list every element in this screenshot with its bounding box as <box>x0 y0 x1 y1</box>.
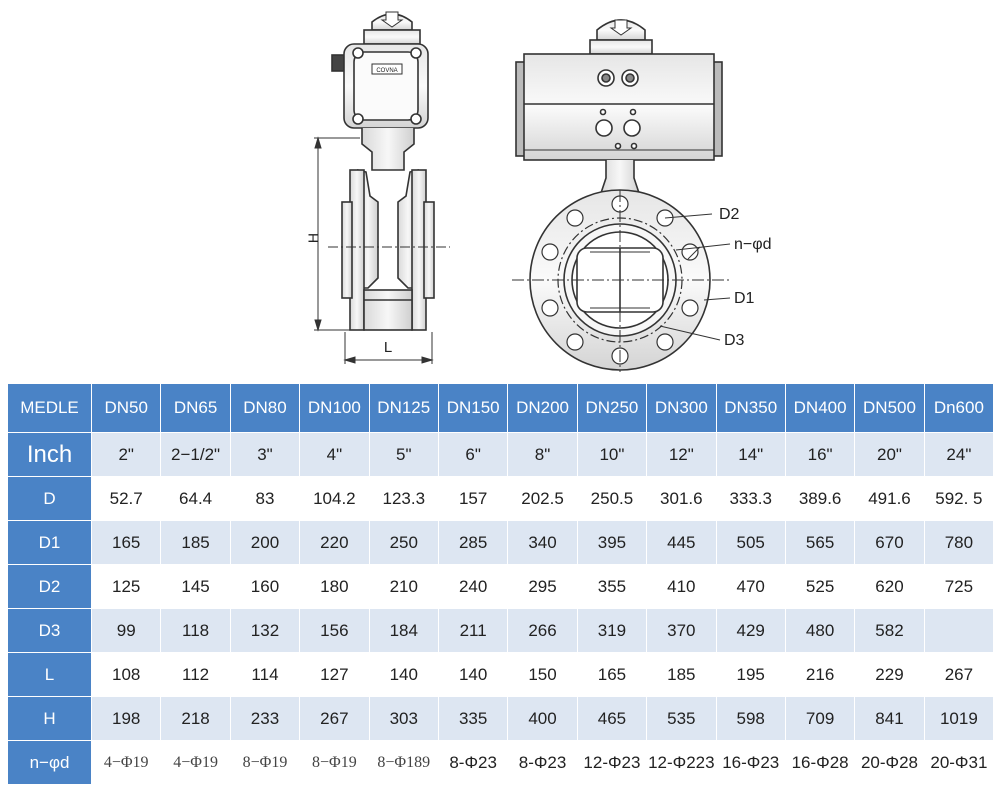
table-cell: 370 <box>647 609 716 653</box>
table-cell: 670 <box>855 521 924 565</box>
table-row <box>8 697 994 741</box>
position-indicator-icon <box>364 12 420 44</box>
table-row <box>8 609 994 653</box>
table-cell: 202.5 <box>508 477 577 521</box>
table-cell: 156 <box>300 609 369 653</box>
header-cell: DN200 <box>508 384 577 433</box>
table-cell: 470 <box>716 565 785 609</box>
front-indicator-icon <box>590 20 652 54</box>
table-row <box>8 565 994 609</box>
callout-d3: D3 <box>724 332 745 349</box>
table-cell: 157 <box>438 477 507 521</box>
header-cell: DN500 <box>855 384 924 433</box>
table-cell: 3" <box>230 433 299 477</box>
table-row <box>8 433 994 477</box>
table-cell: 2" <box>92 433 161 477</box>
table-row <box>8 521 994 565</box>
table-cell: 266 <box>508 609 577 653</box>
table-cell: 620 <box>855 565 924 609</box>
row-label: D3 <box>8 609 92 653</box>
table-cell: 480 <box>785 609 854 653</box>
table-cell: 140 <box>369 653 438 697</box>
table-cell: 20-Φ28 <box>855 741 924 785</box>
table-cell: 118 <box>161 609 230 653</box>
table-cell: 400 <box>508 697 577 741</box>
table-cell: 140 <box>438 653 507 697</box>
header-cell: DN65 <box>161 384 230 433</box>
table-cell: 12-Φ23 <box>577 741 646 785</box>
table-cell: 211 <box>438 609 507 653</box>
table-cell: 565 <box>785 521 854 565</box>
side-view <box>305 12 450 364</box>
table-cell: 112 <box>161 653 230 697</box>
table-cell: 233 <box>230 697 299 741</box>
table-cell: 335 <box>438 697 507 741</box>
row-label: L <box>8 653 92 697</box>
table-cell: 303 <box>369 697 438 741</box>
table-cell: 200 <box>230 521 299 565</box>
actuator-badge: COVNA <box>376 68 398 74</box>
header-cell: DN250 <box>577 384 646 433</box>
table-cell: 285 <box>438 521 507 565</box>
table-cell: 83 <box>230 477 299 521</box>
table-cell: 429 <box>716 609 785 653</box>
table-cell: 582 <box>855 609 924 653</box>
valve-body-side <box>342 170 434 330</box>
table-cell: 1019 <box>924 697 993 741</box>
table-cell: 250 <box>369 521 438 565</box>
table-cell: 20" <box>855 433 924 477</box>
callout-d2: D2 <box>719 206 740 223</box>
table-cell: 195 <box>716 653 785 697</box>
row-label: n−φd <box>8 741 92 785</box>
table-cell: 491.6 <box>855 477 924 521</box>
table-cell: 389.6 <box>785 477 854 521</box>
table-cell: 301.6 <box>647 477 716 521</box>
table-cell: 16-Φ23 <box>716 741 785 785</box>
table-cell: 165 <box>92 521 161 565</box>
header-cell: DN350 <box>716 384 785 433</box>
table-cell: 180 <box>300 565 369 609</box>
dim-h-label: H <box>305 232 321 244</box>
table-cell: 8−Φ19 <box>300 741 369 785</box>
row-label: H <box>8 697 92 741</box>
header-cell: DN100 <box>300 384 369 433</box>
front-view <box>512 20 730 372</box>
header-cell: DN150 <box>438 384 507 433</box>
header-cell: Dn600 <box>924 384 993 433</box>
table-row <box>8 653 994 697</box>
table-cell: 10" <box>577 433 646 477</box>
table-cell: 333.3 <box>716 477 785 521</box>
table-cell: 5" <box>369 433 438 477</box>
table-cell: 24" <box>924 433 993 477</box>
table-header-row <box>8 384 994 433</box>
header-cell: DN300 <box>647 384 716 433</box>
table-cell: 8" <box>508 433 577 477</box>
table-cell: 780 <box>924 521 993 565</box>
table-cell: 185 <box>161 521 230 565</box>
row-label: D2 <box>8 565 92 609</box>
table-cell: 240 <box>438 565 507 609</box>
table-cell: 525 <box>785 565 854 609</box>
header-cell: DN50 <box>92 384 161 433</box>
table-cell: 295 <box>508 565 577 609</box>
table-cell: 267 <box>924 653 993 697</box>
table-cell: 598 <box>716 697 785 741</box>
table-cell: 16-Φ28 <box>785 741 854 785</box>
table-cell: 132 <box>230 609 299 653</box>
table-cell: 104.2 <box>300 477 369 521</box>
table-cell: 160 <box>230 565 299 609</box>
table-cell: 165 <box>577 653 646 697</box>
table-cell: 709 <box>785 697 854 741</box>
table-cell: 445 <box>647 521 716 565</box>
table-cell: 210 <box>369 565 438 609</box>
table-cell: 4" <box>300 433 369 477</box>
table-cell: 8−Φ19 <box>230 741 299 785</box>
table-cell: 410 <box>647 565 716 609</box>
dim-l-label: L <box>383 339 393 356</box>
table-cell: 64.4 <box>161 477 230 521</box>
header-cell: DN400 <box>785 384 854 433</box>
table-cell: 4−Φ19 <box>161 741 230 785</box>
table-cell: 6" <box>438 433 507 477</box>
table-cell: 12" <box>647 433 716 477</box>
callout-n-phi-d: n−φd <box>734 236 772 253</box>
table-cell: 12-Φ223 <box>647 741 716 785</box>
table-cell: 340 <box>508 521 577 565</box>
table-cell: 4−Φ19 <box>92 741 161 785</box>
header-cell: DN80 <box>230 384 299 433</box>
table-cell: 52.7 <box>92 477 161 521</box>
table-cell: 841 <box>855 697 924 741</box>
table-row <box>8 477 994 521</box>
header-cell: MEDLE <box>8 384 92 433</box>
table-cell: 267 <box>300 697 369 741</box>
table-cell: 150 <box>508 653 577 697</box>
table-cell: 218 <box>161 697 230 741</box>
table-cell: 125 <box>92 565 161 609</box>
row-label: D <box>8 477 92 521</box>
table-cell: 99 <box>92 609 161 653</box>
table-cell: 20-Φ31 <box>924 741 993 785</box>
table-cell: 123.3 <box>369 477 438 521</box>
table-cell: 8−Φ189 <box>369 741 438 785</box>
table-cell: 220 <box>300 521 369 565</box>
table-cell: 14" <box>716 433 785 477</box>
table-cell: 8-Φ23 <box>438 741 507 785</box>
table-cell: 395 <box>577 521 646 565</box>
valve-technical-drawing <box>0 0 1000 380</box>
callout-d1: D1 <box>734 290 755 307</box>
table-cell: 8-Φ23 <box>508 741 577 785</box>
table-cell: 505 <box>716 521 785 565</box>
dimension-table <box>7 383 994 785</box>
table-cell: 198 <box>92 697 161 741</box>
table-cell: 185 <box>647 653 716 697</box>
table-cell: 319 <box>577 609 646 653</box>
table-cell <box>924 609 993 653</box>
pneumatic-actuator <box>516 54 722 160</box>
actuator-housing <box>332 44 428 128</box>
table-cell: 725 <box>924 565 993 609</box>
table-cell: 355 <box>577 565 646 609</box>
table-cell: 127 <box>300 653 369 697</box>
table-cell: 250.5 <box>577 477 646 521</box>
table-cell: 145 <box>161 565 230 609</box>
table-row <box>8 741 994 785</box>
row-label: Inch <box>8 433 92 477</box>
header-cell: DN125 <box>369 384 438 433</box>
table-cell: 465 <box>577 697 646 741</box>
table-cell: 229 <box>855 653 924 697</box>
table-cell: 108 <box>92 653 161 697</box>
table-cell: 114 <box>230 653 299 697</box>
row-label: D1 <box>8 521 92 565</box>
table-cell: 2−1/2" <box>161 433 230 477</box>
table-cell: 535 <box>647 697 716 741</box>
table-cell: 216 <box>785 653 854 697</box>
table-cell: 592. 5 <box>924 477 993 521</box>
table-cell: 184 <box>369 609 438 653</box>
table-cell: 16" <box>785 433 854 477</box>
